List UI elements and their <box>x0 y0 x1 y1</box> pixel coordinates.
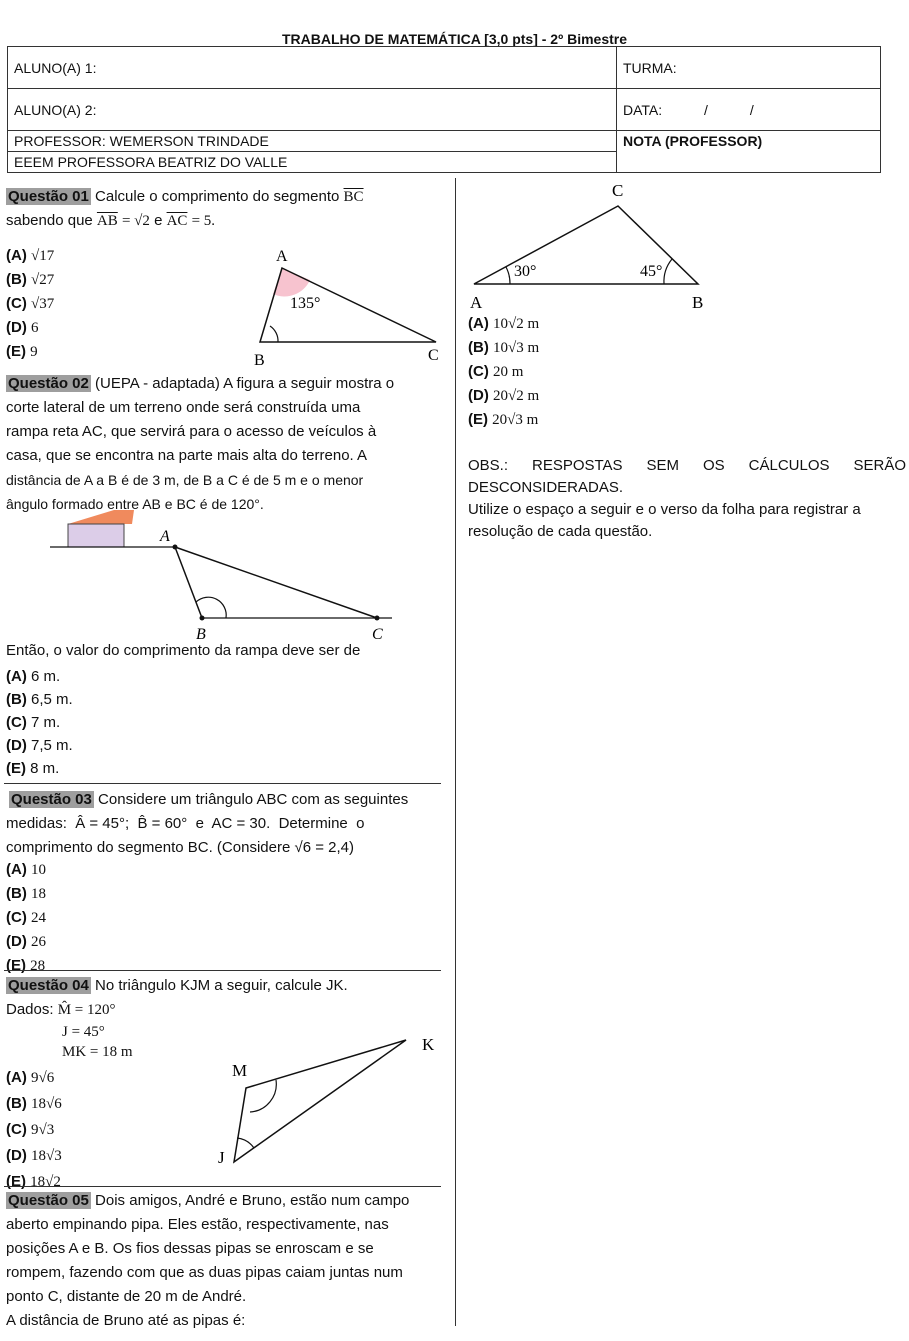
house-body <box>68 524 124 547</box>
q4-vertex-j: J <box>218 1148 225 1167</box>
aluno2-field[interactable]: ALUNO(A) 2: <box>8 89 617 131</box>
q5-option[interactable]: (A) 10√2 m <box>468 315 540 332</box>
q5-label: Questão 05 <box>8 1192 89 1209</box>
q5-option[interactable]: (B) 10√3 m <box>468 339 540 356</box>
q4-option[interactable]: (C) 9√3 <box>6 1121 55 1138</box>
q4-option[interactable]: (B) 18√6 <box>6 1095 62 1112</box>
escola-cell: EEEM PROFESSORA BEATRIZ DO VALLE <box>8 152 617 173</box>
q5-angle-a-label: 30° <box>514 263 537 280</box>
q4-label: Questão 04 <box>8 977 89 994</box>
q1-vertex-c: C <box>428 347 439 364</box>
q1-angle-b-arc <box>270 326 278 342</box>
q2-option[interactable]: (E) 8 m. <box>6 760 60 777</box>
q2-vertex-b: B <box>196 626 206 643</box>
q1-label: Questão 01 <box>8 188 89 205</box>
q1-triangle-figure <box>248 244 444 368</box>
q3-option[interactable]: (B) 18 <box>6 885 46 902</box>
q1-option[interactable]: (E) 9 <box>6 343 38 360</box>
q4-option[interactable]: (E) 18√2 <box>6 1173 61 1190</box>
q3-options <box>6 858 46 978</box>
q4-statement: Questão 04 No triângulo KJM a seguir, calcule JK. Dados: M̂ = 120° J = 45° MK = 18 m <box>6 977 348 1060</box>
q1-option[interactable]: (C) √37 <box>6 295 55 312</box>
q2-option[interactable]: (C) 7 m. <box>6 714 61 731</box>
q2-label: Questão 02 <box>8 375 89 392</box>
q4-option[interactable]: (A) 9√6 <box>6 1069 55 1086</box>
q2-vertex-a: A <box>160 528 170 545</box>
q2-option[interactable]: (A) 6 m. <box>6 668 61 685</box>
q4-vertex-k: K <box>422 1035 435 1054</box>
q3-option[interactable]: (A) 10 <box>6 861 46 878</box>
q5-angle-b-arc <box>664 259 672 284</box>
point-a <box>173 545 178 550</box>
q5-options <box>468 312 539 432</box>
q1-option[interactable]: (D) 6 <box>6 319 39 336</box>
point-b <box>200 616 205 621</box>
q2-vertex-c: C <box>372 626 383 643</box>
divider <box>4 1186 441 1187</box>
q4-angle-j-arc <box>237 1138 254 1148</box>
q4-triangle-figure <box>212 1030 442 1180</box>
q5-option[interactable]: (D) 20√2 m <box>468 387 540 404</box>
house-roof <box>68 510 134 524</box>
q2-option[interactable]: (B) 6,5 m. <box>6 691 73 708</box>
q4-angle-m-arc <box>250 1080 276 1112</box>
q2-question: Então, o valor do comprimento da rampa deve ser de <box>6 642 361 659</box>
data-field[interactable]: DATA: / / <box>617 89 881 131</box>
q5-angle-a-arc <box>506 267 510 284</box>
q5-triangle-figure <box>466 180 716 314</box>
q2-terrain-figure <box>50 505 400 645</box>
professor-cell: PROFESSOR: WEMERSON TRINDADE <box>8 131 617 152</box>
nota-field[interactable]: NOTA (PROFESSOR) <box>617 131 881 173</box>
q5-statement: Questão 05 Dois amigos, André e Bruno, estão num campo aberto empinando pipa. Eles estão, respectivamente, nas posições A e B. Os fios dessas pipas se enroscam e se rompem, fazendo com que as duas pipas caiam juntas num ponto C, distante de 20 m de André. A distância de Bruno até as pipas é: <box>6 1192 410 1329</box>
q1-statement: Questão 01 Calcule o comprimento do segmento $\overline{BC}$ sabendo que $\overline{AB} = √2$ e $\overline{AC} = 5$. <box>6 188 364 229</box>
q5-option[interactable]: (C) 20 m <box>468 363 524 380</box>
q1-option[interactable]: (A) √17 <box>6 247 55 264</box>
q5-angle-b-label: 45° <box>640 263 663 280</box>
obs-note: OBS.: RESPOSTAS SEM OS CÁLCULOS SERÃO DESCONSIDERADAS. Utilize o espaço a seguir e o verso da folha para registrar a resolução de cada questão. <box>468 457 906 540</box>
q4-vertex-m: M <box>232 1061 248 1080</box>
q3-option[interactable]: (D) 26 <box>6 933 46 950</box>
q3-label: Questão 03 <box>11 791 92 808</box>
q5-vertex-c: C <box>612 181 624 200</box>
q3-option[interactable]: (C) 24 <box>6 909 46 926</box>
ramp-ac <box>175 547 377 618</box>
q1-options <box>6 244 54 364</box>
q5-vertex-b: B <box>692 293 704 312</box>
q4-options <box>6 1065 62 1195</box>
q1-vertex-a: A <box>276 248 288 265</box>
q1-option[interactable]: (B) √27 <box>6 271 55 288</box>
q4-triangle <box>234 1040 406 1162</box>
q2-options <box>6 665 73 780</box>
q1-angle-label: 135° <box>290 295 321 312</box>
q2-option[interactable]: (D) 7,5 m. <box>6 737 73 754</box>
q5-vertex-a: A <box>470 293 483 312</box>
divider <box>4 783 441 784</box>
column-divider <box>455 178 456 1326</box>
segment-ab <box>175 547 202 618</box>
q1-vertex-b: B <box>254 352 265 368</box>
turma-field[interactable]: TURMA: <box>617 47 881 89</box>
page-title: TRABALHO DE MATEMÁTICA [3,0 pts] - 2º Bimestre <box>281 31 628 47</box>
point-c <box>375 616 380 621</box>
divider <box>4 970 441 971</box>
aluno1-field[interactable]: ALUNO(A) 1: <box>8 47 617 89</box>
q3-option[interactable]: (E) 28 <box>6 957 46 974</box>
header-table <box>7 46 881 173</box>
q3-statement: Questão 03 Considere um triângulo ABC com as seguintes medidas: Â = 45°; B̂ = 60° e AC = 30. Determine o comprimento do segmento BC. (Considere √6 = 2,4) <box>6 791 409 856</box>
q5-option[interactable]: (E) 20√3 m <box>468 411 539 428</box>
q2-statement: Questão 02 (UEPA - adaptada) A figura a seguir mostra o corte lateral de um terreno onde será construída uma rampa reta AC, que servirá para o acesso de veículos à casa, que se encontra na parte mais alta do terreno. A distância de A a B é de 3 m, de B a C é de 5 m e o menor ângulo formado entre AB e BC é de 120°. <box>6 375 395 512</box>
q4-option[interactable]: (D) 18√3 <box>6 1147 62 1164</box>
